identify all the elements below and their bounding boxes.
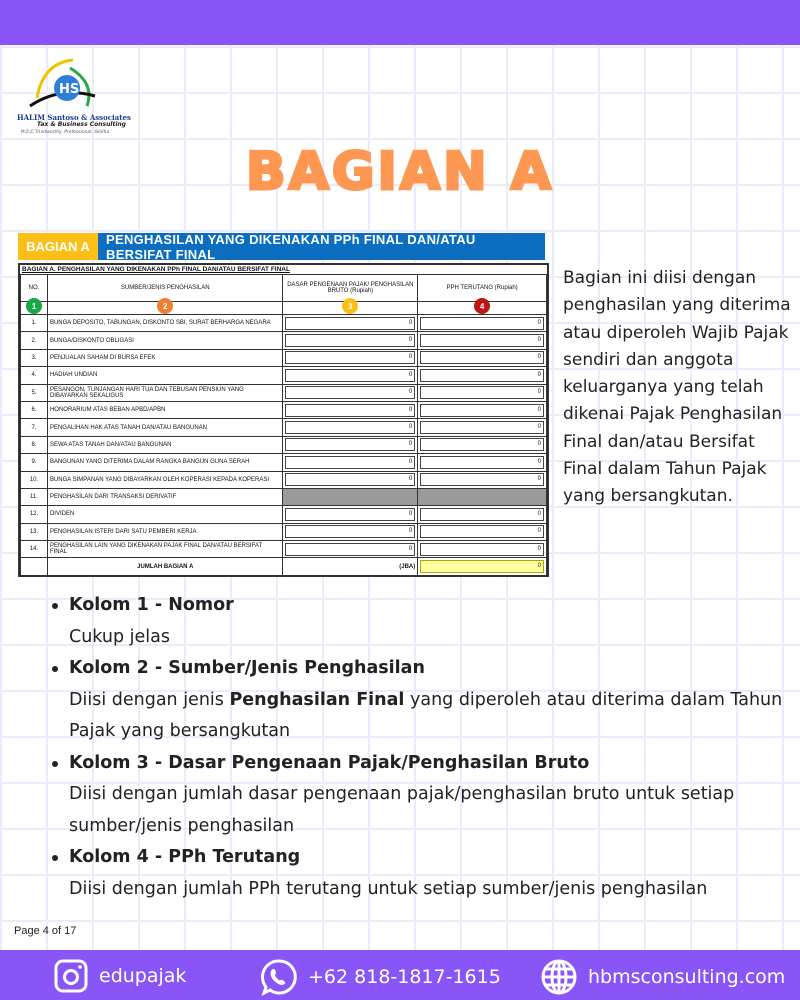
pph-cell <box>418 315 547 332</box>
disabled-cell <box>418 488 547 505</box>
table-row <box>21 349 547 366</box>
list-description <box>50 685 790 748</box>
column-number-marker: 4 <box>474 298 490 314</box>
row-number: 9. <box>21 454 48 471</box>
column-number-marker: 3 <box>342 298 358 314</box>
income-source: PENGALIHAN HAK ATAS TANAH DAN/ATAU BANGUNAN <box>47 419 283 436</box>
dpp-cell <box>283 384 418 401</box>
dpp-cell <box>283 367 418 384</box>
top-bar <box>0 0 800 45</box>
table-row <box>21 488 547 505</box>
table-row <box>21 454 547 471</box>
dpp-input[interactable]: 0 <box>285 421 415 434</box>
column-header: PPH TERUTANG (Rupiah) <box>418 275 547 302</box>
row-number: 14. <box>21 541 48 558</box>
dpp-cell <box>283 523 418 540</box>
row-number: 12. <box>21 506 48 523</box>
list-heading: Kolom 1 - Nomor <box>50 590 790 622</box>
total-input[interactable]: 0 <box>420 560 544 573</box>
table-row <box>21 367 547 384</box>
phone-number[interactable]: +62 818-1817-1615 <box>308 966 501 988</box>
list-description: Diisi dengan jumlah dasar pengenaan pajak/penghasilan bruto untuk setiap sumber/jenis penghasilan <box>69 784 735 836</box>
dpp-input[interactable]: 0 <box>285 317 415 330</box>
dpp-cell <box>283 401 418 418</box>
pph-input[interactable]: 0 <box>420 317 544 330</box>
income-source: HONORARIUM ATAS BEBAN APBD/APBN <box>47 401 283 418</box>
dpp-input[interactable]: 0 <box>285 508 415 521</box>
table-row <box>21 541 547 558</box>
pph-cell <box>418 436 547 453</box>
pph-cell <box>418 401 547 418</box>
income-source: BUNGA/DISKONTO OBLIGASI <box>47 332 283 349</box>
column-number-marker: 1 <box>26 298 42 314</box>
dpp-input[interactable]: 0 <box>285 438 415 451</box>
dpp-input[interactable]: 0 <box>285 525 415 538</box>
list-heading: Kolom 2 - Sumber/Jenis Penghasilan <box>50 653 790 685</box>
banner-label: BAGIAN A <box>18 233 98 260</box>
disabled-cell <box>283 488 418 505</box>
row-number: 2. <box>21 332 48 349</box>
row-number: 7. <box>21 419 48 436</box>
pph-input[interactable]: 0 <box>420 404 544 417</box>
column-header: DASAR PENGENAAN PAJAK/ PENGHASILAN BRUTO (Rupiah) <box>283 275 418 302</box>
row-number: 4. <box>21 367 48 384</box>
pph-input[interactable]: 0 <box>420 421 544 434</box>
banner-text: PENGHASILAN YANG DIKENAKAN PPh FINAL DAN/ATAU BERSIFAT FINAL <box>98 233 545 260</box>
pph-input[interactable]: 0 <box>420 543 544 556</box>
list-heading: Kolom 3 - Dasar Pengenaan Pajak/Penghasilan Bruto <box>50 748 790 780</box>
row-number: 10. <box>21 471 48 488</box>
dpp-cell <box>283 541 418 558</box>
empty-cell <box>21 558 48 575</box>
income-source: BANGUNAN YANG DITERIMA DALAM RANGKA BANGUN GUNA SERAH <box>47 454 283 471</box>
website-url[interactable]: hbmsconsulting.com <box>588 966 786 988</box>
globe-icon <box>540 958 578 996</box>
income-source: BUNGA DEPOSITO, TABUNGAN, DISKONTO SBI, SURAT BERHARGA NEGARA <box>47 315 283 332</box>
table-row <box>21 436 547 453</box>
table-row <box>21 384 547 401</box>
marker-row <box>21 302 547 315</box>
pph-cell <box>418 506 547 523</box>
dpp-cell <box>283 332 418 349</box>
list-item <box>50 590 790 653</box>
row-number: 3. <box>21 349 48 366</box>
dpp-cell <box>283 471 418 488</box>
form-title: BAGIAN A. PENGHASILAN YANG DIKENAKAN PPh FINAL DAN/ATAU BERSIFAT FINAL <box>22 266 290 273</box>
desc-text: Diisi dengan jenis <box>69 689 230 710</box>
table-row <box>21 471 547 488</box>
pph-cell <box>418 471 547 488</box>
phone-contact[interactable] <box>260 958 501 996</box>
pph-input[interactable]: 0 <box>420 473 544 486</box>
total-row <box>21 558 547 575</box>
pph-input[interactable]: 0 <box>420 334 544 347</box>
marker-cell <box>21 302 48 315</box>
pph-cell <box>418 367 547 384</box>
marker-cell <box>283 302 418 315</box>
logo-motto: 林忠忠 Trustworthy, Professional, Skillful <box>20 130 110 135</box>
income-source: PENGHASILAN ISTERI DARI SATU PEMBERI KERJA <box>47 523 283 540</box>
table-row <box>21 523 547 540</box>
desc-text: yang diperoleh atau diterima dalam Tahun Pajak yang bersangkutan <box>69 689 783 741</box>
row-number: 8. <box>21 436 48 453</box>
pph-cell <box>418 523 547 540</box>
table-row <box>21 332 547 349</box>
header-row <box>21 275 547 302</box>
column-explanations <box>50 590 790 905</box>
instagram-icon <box>53 958 89 994</box>
income-source: SEWA ATAS TANAH DAN/ATAU BANGUNAN <box>47 436 283 453</box>
total-code: (JBA) <box>283 558 418 575</box>
instagram-contact[interactable] <box>53 958 186 994</box>
table-row <box>21 315 547 332</box>
income-source: HADIAH UNDIAN <box>47 367 283 384</box>
table-row <box>21 419 547 436</box>
income-source: BUNGA SIMPANAN YANG DIBAYARKAN OLEH KOPERASI KEPADA KOPERASI <box>47 471 283 488</box>
list-item <box>50 653 790 748</box>
income-source: PENGHASILAN LAIN YANG DIKENAKAN PAJAK FINAL DAN/ATAU BERSIFAT FINAL <box>47 541 283 558</box>
logo-name: HALIM Santoso & Associates <box>17 113 131 122</box>
dpp-cell <box>283 506 418 523</box>
list-item <box>50 748 790 843</box>
dpp-cell <box>283 436 418 453</box>
dpp-input[interactable]: 0 <box>285 369 415 382</box>
pph-cell <box>418 332 547 349</box>
income-source: DIVIDEN <box>47 506 283 523</box>
dpp-input[interactable]: 0 <box>285 456 415 469</box>
dpp-input[interactable]: 0 <box>285 543 415 556</box>
list-item <box>50 842 790 905</box>
list-heading: Kolom 4 - PPh Terutang <box>50 842 790 874</box>
desc-bold: Penghasilan Final <box>229 689 405 710</box>
website-contact[interactable] <box>540 958 785 996</box>
svg-text:HS: HS <box>59 82 80 97</box>
logo-emblem-icon <box>15 58 115 113</box>
total-label: JUMLAH BAGIAN A <box>47 558 283 575</box>
logo-tagline: Tax & Business Consulting <box>37 121 126 128</box>
marker-cell <box>418 302 547 315</box>
dpp-input[interactable]: 0 <box>285 473 415 486</box>
list-description: Cukup jelas <box>69 626 171 647</box>
tax-form-section-a <box>18 263 549 577</box>
column-number-marker: 2 <box>157 298 173 314</box>
column-header: SUMBER/JENIS PENGHASILAN <box>47 275 283 302</box>
instagram-handle[interactable]: edupajak <box>99 965 187 987</box>
dpp-cell <box>283 315 418 332</box>
pph-cell <box>418 454 547 471</box>
pph-input[interactable]: 0 <box>420 351 544 364</box>
page-title: BAGIAN A <box>245 142 555 202</box>
income-source: PENGHASILAN DARI TRANSAKSI DERIVATIF <box>47 488 283 505</box>
pph-cell <box>418 419 547 436</box>
side-description: Bagian ini diisi dengan penghasilan yang diterima atau diperoleh Wajib Pajak sendiri dan anggota keluarganya yang telah dikenai Pajak Penghasilan Final dan/atau Bersifat Final dalam Tahun Pajak yang bersangkutan. <box>563 268 791 507</box>
marker-cell <box>47 302 283 315</box>
pph-cell <box>418 541 547 558</box>
pph-cell <box>418 349 547 366</box>
row-number: 1. <box>21 315 48 332</box>
row-number: 13. <box>21 523 48 540</box>
dpp-cell <box>283 349 418 366</box>
pph-input[interactable]: 0 <box>420 508 544 521</box>
income-source: PESANGON, TUNJANGAN HARI TUA DAN TEBUSAN PENSIUN YANG DIBAYARKAN SEKALIGUS <box>47 384 283 401</box>
table-row <box>21 506 547 523</box>
row-number: 6. <box>21 401 48 418</box>
dpp-input[interactable]: 0 <box>285 386 415 399</box>
dpp-cell <box>283 454 418 471</box>
pph-input[interactable]: 0 <box>420 386 544 399</box>
table-row <box>21 401 547 418</box>
dpp-cell <box>283 419 418 436</box>
pph-input[interactable]: 0 <box>420 456 544 469</box>
column-header: NO. <box>21 275 48 302</box>
income-source: PENJUALAN SAHAM DI BURSA EFEK <box>47 349 283 366</box>
pph-cell <box>418 384 547 401</box>
pph-input[interactable]: 0 <box>420 438 544 451</box>
dpp-input[interactable]: 0 <box>285 351 415 364</box>
pph-input[interactable]: 0 <box>420 525 544 538</box>
page-number: Page 4 of 17 <box>14 925 77 937</box>
total-cell <box>418 558 547 575</box>
section-banner <box>18 233 545 260</box>
row-number: 11. <box>21 488 48 505</box>
row-number: 5. <box>21 384 48 401</box>
whatsapp-icon <box>260 958 298 996</box>
dpp-input[interactable]: 0 <box>285 334 415 347</box>
footer-bar <box>0 950 800 1000</box>
form-table <box>20 274 547 576</box>
pph-input[interactable]: 0 <box>420 369 544 382</box>
list-description: Diisi dengan jumlah PPh terutang untuk setiap sumber/jenis penghasilan <box>69 878 708 899</box>
dpp-input[interactable]: 0 <box>285 404 415 417</box>
company-logo <box>15 58 131 138</box>
